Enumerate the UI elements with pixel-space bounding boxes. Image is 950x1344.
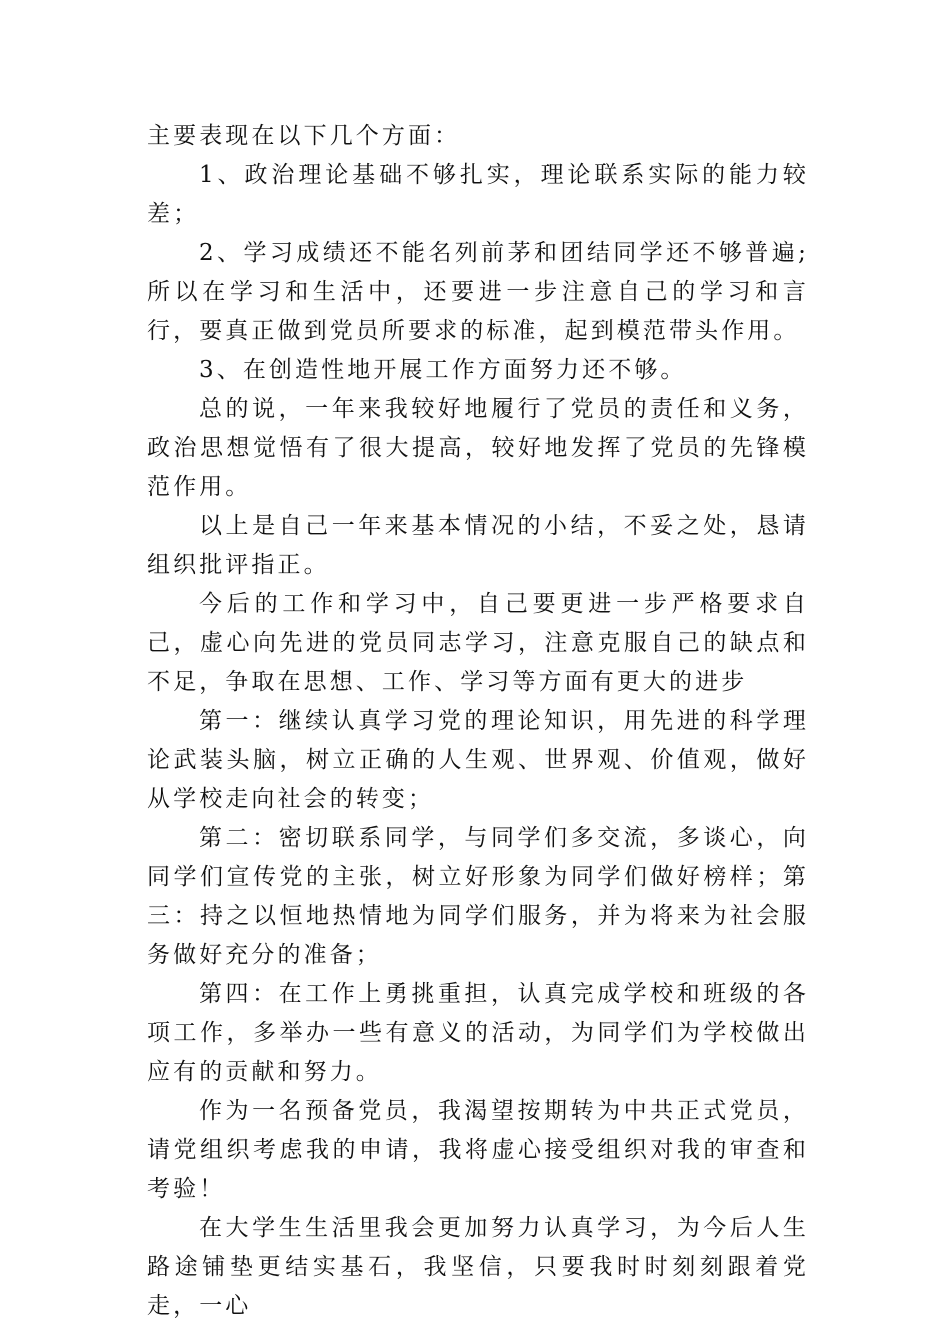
paragraph-5: 总的说，一年来我较好地履行了党员的责任和义务，政治思想觉悟有了很大提高，较好地发挥了党员的先锋模范作用。: [147, 396, 809, 500]
document-body: [147, 117, 809, 1326]
paragraph-8: 第一：继续认真学习党的理论知识，用先进的科学理论武装头脑，树立正确的人生观、世界观、价值观，做好从学校走向社会的转变；: [147, 708, 809, 812]
paragraph-9: 第二：密切联系同学，与同学们多交流，多谈心，向同学们宣传党的主张，树立好形象为同学们做好榜样；第三：持之以恒地热情地为同学们服务，并为将来为社会服务做好充分的准备；: [147, 825, 809, 968]
paragraph-2: 1、政治理论基础不够扎实，理论联系实际的能力较差；: [147, 162, 809, 227]
paragraph-4: 3、在创造性地开展工作方面努力还不够。: [199, 357, 687, 383]
paragraph-10: 第四：在工作上勇挑重担，认真完成学校和班级的各项工作，多举办一些有意义的活动，为同学们为学校做出应有的贡献和努力。: [147, 981, 809, 1085]
paragraph-11: 作为一名预备党员，我渴望按期转为中共正式党员，请党组织考虑我的申请，我将虚心接受组织对我的审查和考验！: [147, 1098, 809, 1202]
paragraph-3: 2、学习成绩还不能名列前茅和团结同学还不够普遍;所以在学习和生活中，还要进一步注意自己的学习和言行，要真正做到党员所要求的标准，起到模范带头作用。: [147, 240, 809, 344]
paragraph-7: 今后的工作和学习中，自己要更进一步严格要求自己，虚心向先进的党员同志学习，注意克服自己的缺点和不足，争取在思想、工作、学习等方面有更大的进步: [147, 591, 809, 695]
paragraph-6: 以上是自己一年来基本情况的小结，不妥之处，恳请组织批评指正。: [147, 513, 809, 578]
paragraph-12: 在大学生生活里我会更加努力认真学习，为今后人生路途铺垫更结实基石，我坚信，只要我时时刻刻跟着党走，一心: [147, 1215, 809, 1319]
paragraph-1: 主要表现在以下几个方面：: [147, 123, 461, 149]
